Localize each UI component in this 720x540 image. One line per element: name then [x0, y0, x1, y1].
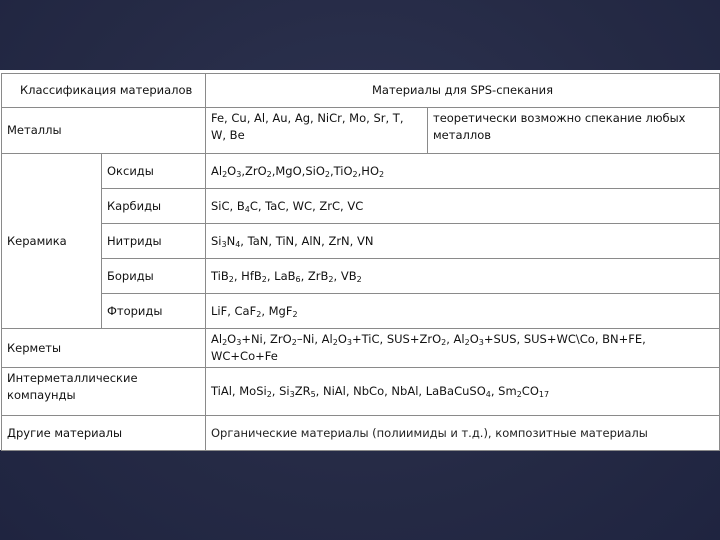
intermetallics-label: Интерметаллические компаунды	[2, 368, 206, 416]
ceramics-type-oxides: Оксиды	[102, 154, 206, 189]
oxides-materials: $Al_2O_3,ZrO_2,MgO,SiO_2,TiO_2,HO_2$	[206, 154, 720, 189]
row-carbides	[2, 189, 720, 224]
ceramics-type-fluorides: Фториды	[102, 294, 206, 329]
ceramics-type-borides: Бориды	[102, 259, 206, 294]
header-classification: Классификация материалов	[2, 74, 206, 108]
other-materials: Органические материалы (полиимиды и т.д.), композитные материалы	[206, 416, 720, 451]
cermets-materials: $Al_2O_3+Ni$, ZrO$_2$–Ni, $Al_2O_3+TiC$, SUS+ZrO$_2$, $Al_2O_3+SUS$, SUS+WC\Co, BN+FE, WC+Co+Fe	[206, 329, 720, 368]
row-borides	[2, 259, 720, 294]
metals-label: Металлы	[2, 108, 206, 154]
intermetallics-materials: TiAl, MoSi$_2$, $Si_3ZR_5$, NiAl, NbCo, NbAl, LaBaCuSO$_4$, $Sm_2CO_{17}$	[206, 368, 720, 416]
ceramics-label: Керамика	[2, 154, 102, 329]
materials-table	[1, 73, 720, 451]
ceramics-type-carbides: Карбиды	[102, 189, 206, 224]
other-label: Другие материалы	[2, 416, 206, 451]
metals-materials: Fe, Cu, Al, Au, Ag, NiCr, Mo, Sr, T, W, Be	[206, 108, 428, 154]
header-row	[2, 74, 720, 108]
carbides-materials: SiC, $B_4C$, TaC, WC, ZrC, VC	[206, 189, 720, 224]
row-oxides	[2, 154, 720, 189]
row-fluorides	[2, 294, 720, 329]
row-nitrides	[2, 224, 720, 259]
row-intermetallics	[2, 368, 720, 416]
materials-slide	[0, 70, 720, 450]
cermets-label: Керметы	[2, 329, 206, 368]
fluorides-materials: LiF, CaF$_2$, MgF$_2$	[206, 294, 720, 329]
metals-note: теоретически возможно спекание любых металлов	[428, 108, 720, 154]
header-sps-materials: Материалы для SPS-спекания	[206, 74, 720, 108]
row-metals	[2, 108, 720, 154]
ceramics-type-nitrides: Нитриды	[102, 224, 206, 259]
row-cermets	[2, 329, 720, 368]
row-other	[2, 416, 720, 451]
borides-materials: TiB$_2$, HfB$_2$, LaB$_6$, ZrB$_2$, $VB_2$	[206, 259, 720, 294]
nitrides-materials: $Si_3N_4$, TaN, TiN, AlN, ZrN, VN	[206, 224, 720, 259]
